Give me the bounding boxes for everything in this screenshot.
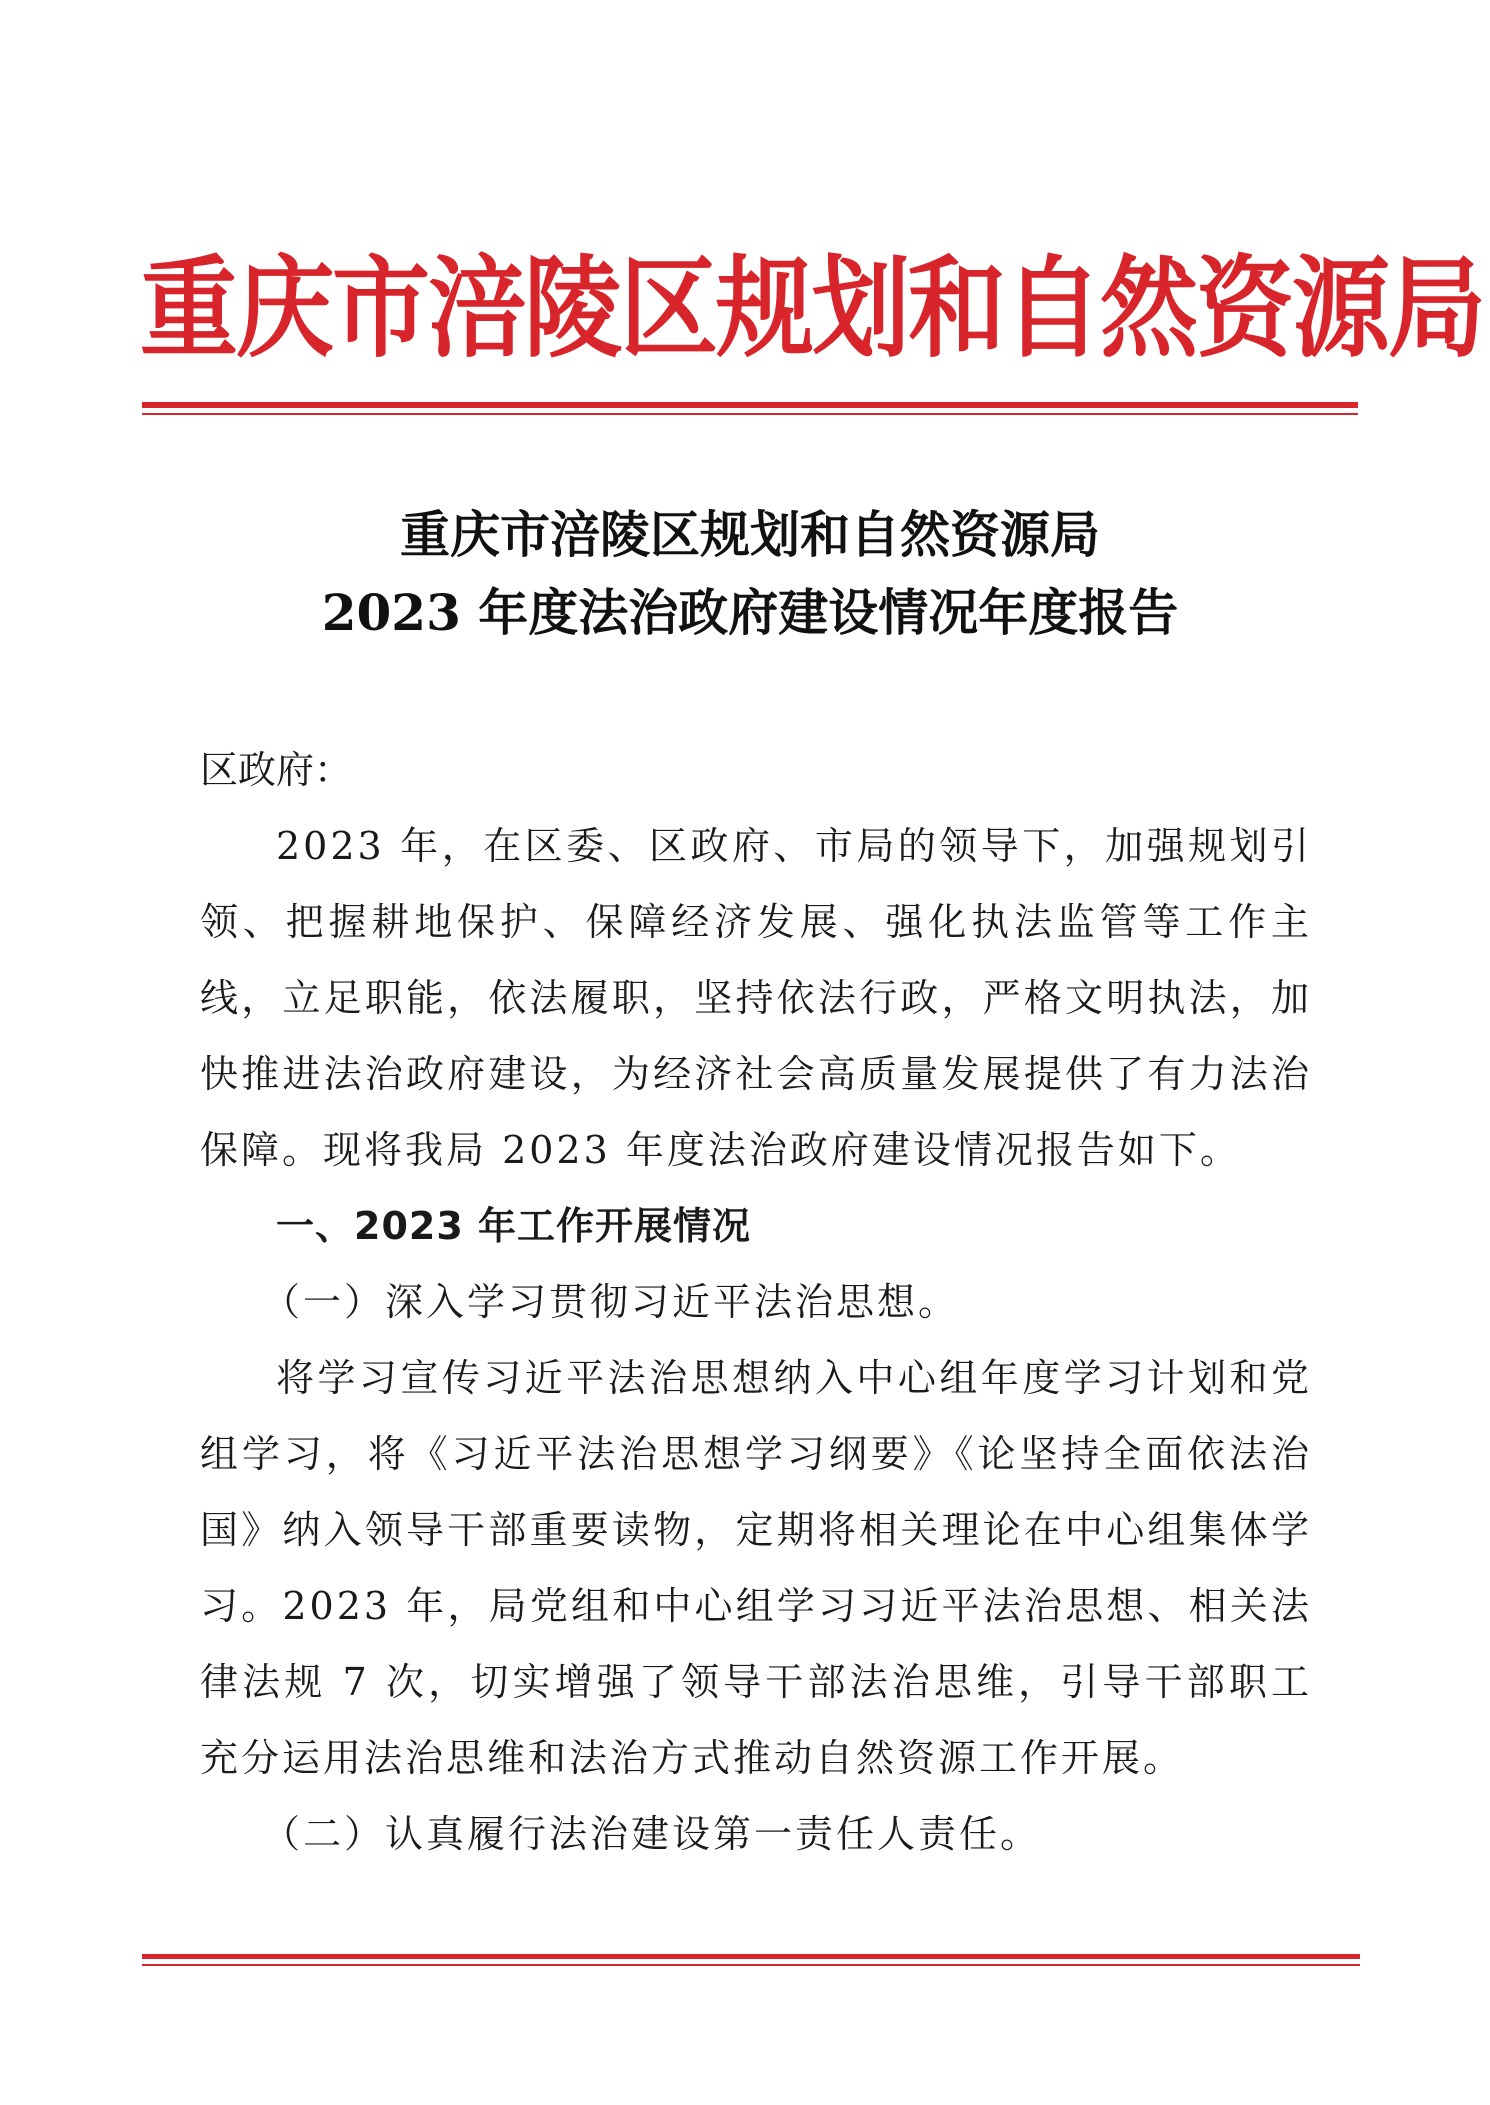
intro-paragraph: 2023 年，在区委、区政府、市局的领导下，加强规划引领、把握耕地保护、保障经济发展、强化执法监管等工作主线，立足职能，依法履职，坚持依法行政，严格文明执法，加快推进法治政府建设，为经济社会高质量发展提供了有力法治保障。现将我局 2023 年度法治政府建设情况报告如下。 (200, 824, 1312, 1172)
addressee: 区政府： (200, 748, 353, 792)
document-title-line-2: 2023 年度法治政府建设情况年度报告 (321, 583, 1179, 642)
letterhead-title: 重庆市涪陵区规划和自然资源局 (140, 245, 1485, 374)
subsection-2-heading: （二）认真履行法治建设第一责任人责任。 (262, 1812, 1042, 1856)
letterhead-rule-thin (142, 413, 1358, 415)
section-1-heading: 一、2023 年工作开展情况 (276, 1204, 751, 1248)
subsection-1-heading: （一）深入学习贯彻习近平法治思想。 (262, 1280, 960, 1324)
footer-rule-thick (142, 1954, 1360, 1959)
letterhead-rule-thick (142, 402, 1358, 408)
footer-rule-thin (142, 1964, 1360, 1966)
subsection-1-paragraph: 将学习宣传习近平法治思想纳入中心组年度学习计划和党组学习，将《习近平法治思想学习纲要》《论坚持全面依法治国》纳入领导干部重要读物，定期将相关理论在中心组集体学习。2023 年，局党组和中心组学习习近平法治思想、相关法律法规 7 次，切实增强了领导干部法治思维，引导干部职工充分运用法治思维和法治方式推动自然资源工作开展。 (200, 1356, 1312, 1780)
document-title-line-1: 重庆市涪陵区规划和自然资源局 (400, 505, 1100, 564)
intro-paragraph-block (200, 808, 1312, 1188)
subsection-1-paragraph-block (200, 1340, 1312, 1796)
